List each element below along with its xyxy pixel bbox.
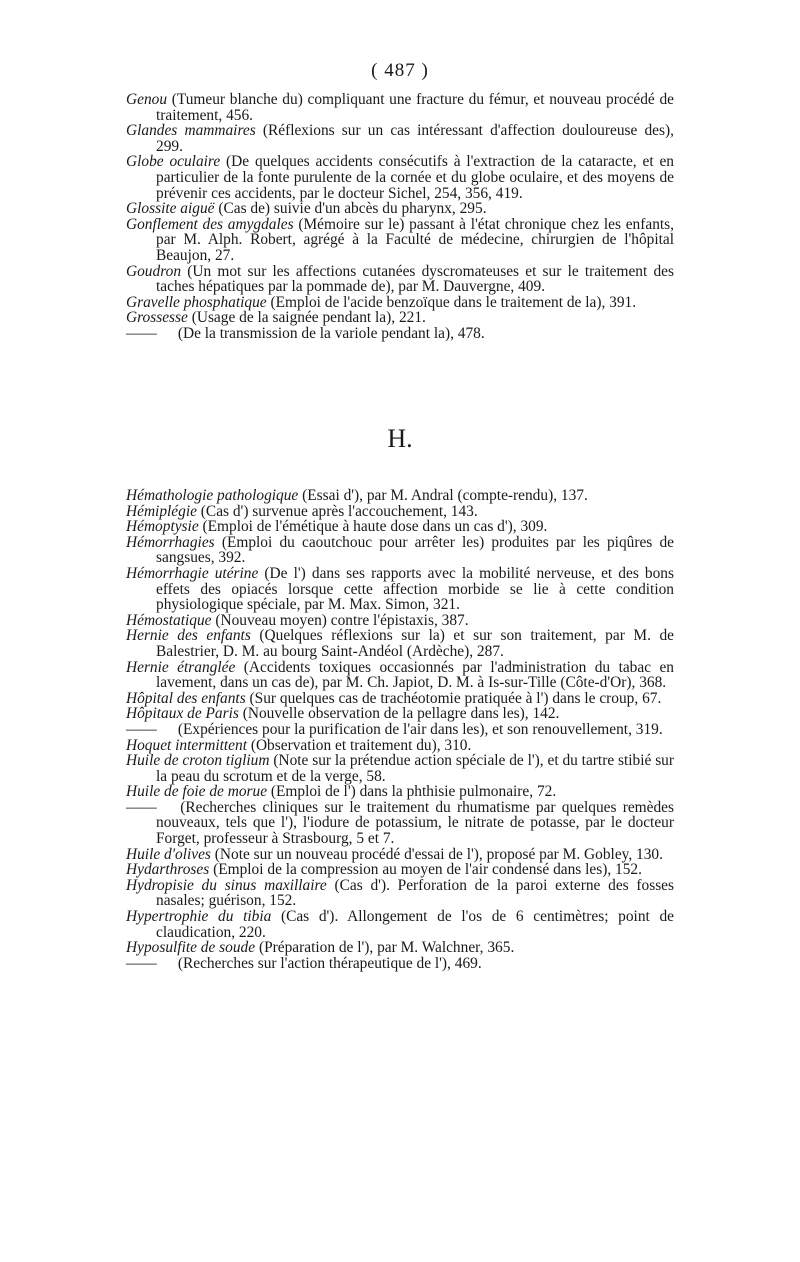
- index-entry: [126, 956, 674, 972]
- index-entry: [126, 862, 674, 878]
- index-entry: [126, 535, 674, 566]
- index-term: Hémathologie pathologique: [126, 487, 299, 504]
- index-entry: [126, 628, 674, 659]
- index-text: (Usage de la saignée pendant la), 221.: [187, 309, 426, 327]
- index-entry: [126, 295, 674, 311]
- index-term: Hémiplégie: [126, 502, 197, 520]
- index-entry: [126, 217, 674, 264]
- index-entry: [126, 92, 674, 123]
- index-entry: [126, 123, 674, 154]
- index-entry: [126, 201, 674, 217]
- index-entry: [126, 613, 674, 629]
- index-text: (Cas d') survenue après l'accouchement, 143.: [196, 502, 478, 520]
- index-text: (Sur quelques cas de trachéotomie pratiquée à l') dans le croup, 67.: [245, 689, 662, 707]
- index-term: Globe oculaire: [126, 153, 221, 171]
- index-text: (Emploi du caoutchouc pour arrêter les) produites par les piqûres de sangsues, 392.: [156, 533, 674, 567]
- index-text: (Recherches sur l'action thérapeutique de l'), 469.: [174, 954, 482, 972]
- index-section-g: [126, 92, 674, 342]
- index-term: Hémorrhagie utérine: [126, 564, 259, 582]
- index-term: Hémostatique: [126, 611, 212, 629]
- index-text: (Cas d'). Allongement de l'os de 6 centimètres; point de claudication, 220.: [156, 908, 674, 941]
- index-entry: [126, 691, 674, 707]
- index-term: Hémorrhagies: [126, 533, 215, 551]
- index-text: (Cas d'). Perforation de la paroi externe des fosses nasales; guérison, 152.: [156, 876, 675, 910]
- index-text: (Note sur un nouveau procédé d'essai de l'), proposé par M. Gobley, 130.: [210, 845, 663, 863]
- index-text: (Mémoire sur le) passant à l'état chronique chez les enfants, par M. Alph. Robert, agrégé à la Faculté de médecine, chirurgien de l'hôpital Beaujon, 27.: [156, 215, 675, 264]
- index-entry: [126, 310, 674, 326]
- index-entry: [126, 878, 674, 909]
- index-term: Hydropisie du sinus maxillaire: [126, 876, 327, 894]
- index-text: (Nouveau moyen) contre l'épistaxis, 387.: [211, 611, 469, 629]
- index-term: Hôpitaux de Paris: [126, 705, 239, 723]
- index-entry: [126, 909, 674, 940]
- index-term: Gravelle phosphatique: [126, 293, 267, 311]
- page-number: ( 487 ): [371, 60, 429, 81]
- index-text: (De la transmission de la variole pendant la), 478.: [174, 324, 485, 342]
- index-entry: [126, 154, 674, 201]
- index-section-h: [126, 488, 674, 971]
- ditto-dash: ——: [126, 720, 157, 738]
- index-entry: [126, 264, 674, 295]
- index-term: Genou: [126, 91, 168, 108]
- index-entry: [126, 326, 674, 342]
- index-text: (De l') dans ses rapports avec la mobilité nerveuse, et des bons effets des opiacés lorsque cette affection morbide se lie à cette condition physiologique spéciale, par M. Max. Simon, 321.: [156, 564, 674, 614]
- index-text: (Cas de) suivie d'un abcès du pharynx, 295.: [214, 200, 487, 218]
- index-term: Goudron: [126, 262, 182, 280]
- index-entry: [126, 660, 674, 691]
- index-text: (Expériences pour la purification de l'air dans les), et son renouvellement, 319.: [174, 720, 663, 738]
- index-term: Huile de croton tiglium: [126, 752, 270, 770]
- index-text: (Emploi de l') dans la phthisie pulmonaire, 72.: [267, 783, 557, 801]
- index-term: Huile d'olives: [126, 845, 211, 863]
- index-term: Gonflement des amygdales: [126, 215, 294, 233]
- index-term: Hypertrophie du tibia: [126, 908, 272, 926]
- index-text: (Tumeur blanche du) compliquant une fracture du fémur, et nouveau procédé de traitement, 456.: [156, 91, 674, 124]
- index-term: Glandes mammaires: [126, 122, 256, 140]
- index-entry: [126, 940, 674, 956]
- section-heading: H.: [387, 424, 413, 453]
- index-text: (Préparation de l'), par M. Walchner, 365.: [255, 939, 515, 957]
- index-text: (Nouvelle observation de la pellagre dans les), 142.: [238, 705, 560, 723]
- ditto-dash: ——: [126, 798, 157, 816]
- index-entry: [126, 738, 674, 754]
- index-text: (Emploi de l'émétique à haute dose dans un cas d'), 309.: [198, 518, 548, 536]
- index-term: Hôpital des enfants: [126, 689, 246, 707]
- index-entry: [126, 706, 674, 722]
- index-term: Grossesse: [126, 309, 188, 327]
- index-term: Glossite aiguë: [126, 200, 215, 218]
- index-term: Hydarthroses: [126, 861, 210, 879]
- index-text: (Un mot sur les affections cutanées dyscromateuses et sur le traitement des taches hépatiques par la pommade de), par M. Dauvergne, 409.: [156, 262, 674, 296]
- index-entry: [126, 504, 674, 520]
- index-text: (Emploi de la compression au moyen de l'air condensé dans les), 152.: [209, 861, 642, 879]
- index-term: Hyposulfite de soude: [126, 939, 256, 957]
- index-text: (Quelques réflexions sur la) et sur son traitement, par M. de Balestrier, D. M. au bourg Saint-Andéol (Ardèche), 287.: [156, 627, 674, 660]
- index-text: (Observation et traitement du), 310.: [246, 736, 472, 754]
- index-entry: [126, 800, 674, 847]
- index-text: (Réflexions sur un cas intéressant d'affection douloureuse des), 299.: [156, 122, 674, 155]
- index-entry: [126, 566, 674, 613]
- index-text: (Essai d'), par M. Andral (compte-rendu), 137.: [298, 487, 588, 504]
- index-term: Huile de foie de morue: [126, 783, 268, 801]
- index-text: (Accidents toxiques occasionnés par l'administration du tabac en lavement, dans un cas de), par M. Ch. Japiot, D. M. à Is-sur-Tille (Côte-d'Or), 368.: [156, 658, 675, 692]
- index-entry: [126, 784, 674, 800]
- index-entry: [126, 753, 674, 784]
- index-text: (Recherches cliniques sur le traitement du rhumatisme par quelques remèdes nouveaux, tels que l'), l'iodure de potassium, le nitrate de potasse, par le docteur Forget, professeur à Strasbourg, 5 et 7.: [156, 798, 674, 848]
- ditto-dash: ——: [126, 954, 157, 972]
- index-term: Hernie des enfants: [126, 627, 251, 645]
- index-term: Hoquet intermittent: [126, 736, 247, 754]
- index-term: Hémoptysie: [126, 518, 199, 536]
- index-entry: [126, 519, 674, 535]
- index-entry: [126, 722, 674, 738]
- index-entry: [126, 847, 674, 863]
- index-text: (Emploi de l'acide benzoïque dans le traitement de la), 391.: [266, 293, 637, 311]
- ditto-dash: ——: [126, 324, 157, 342]
- index-term: Hernie étranglée: [126, 658, 236, 676]
- index-text: (Note sur la prétendue action spéciale de l'), et du tartre stibié sur la peau du scrotum et de la verge, 58.: [156, 752, 674, 785]
- index-text: (De quelques accidents consécutifs à l'extraction de la cataracte, et en particulier de la fonte purulente de la cornée et du globe oculaire, et des moyens de prévenir ces accidents, par le docteur Sichel, 254, 356, 419.: [156, 153, 674, 202]
- index-entry: [126, 488, 674, 504]
